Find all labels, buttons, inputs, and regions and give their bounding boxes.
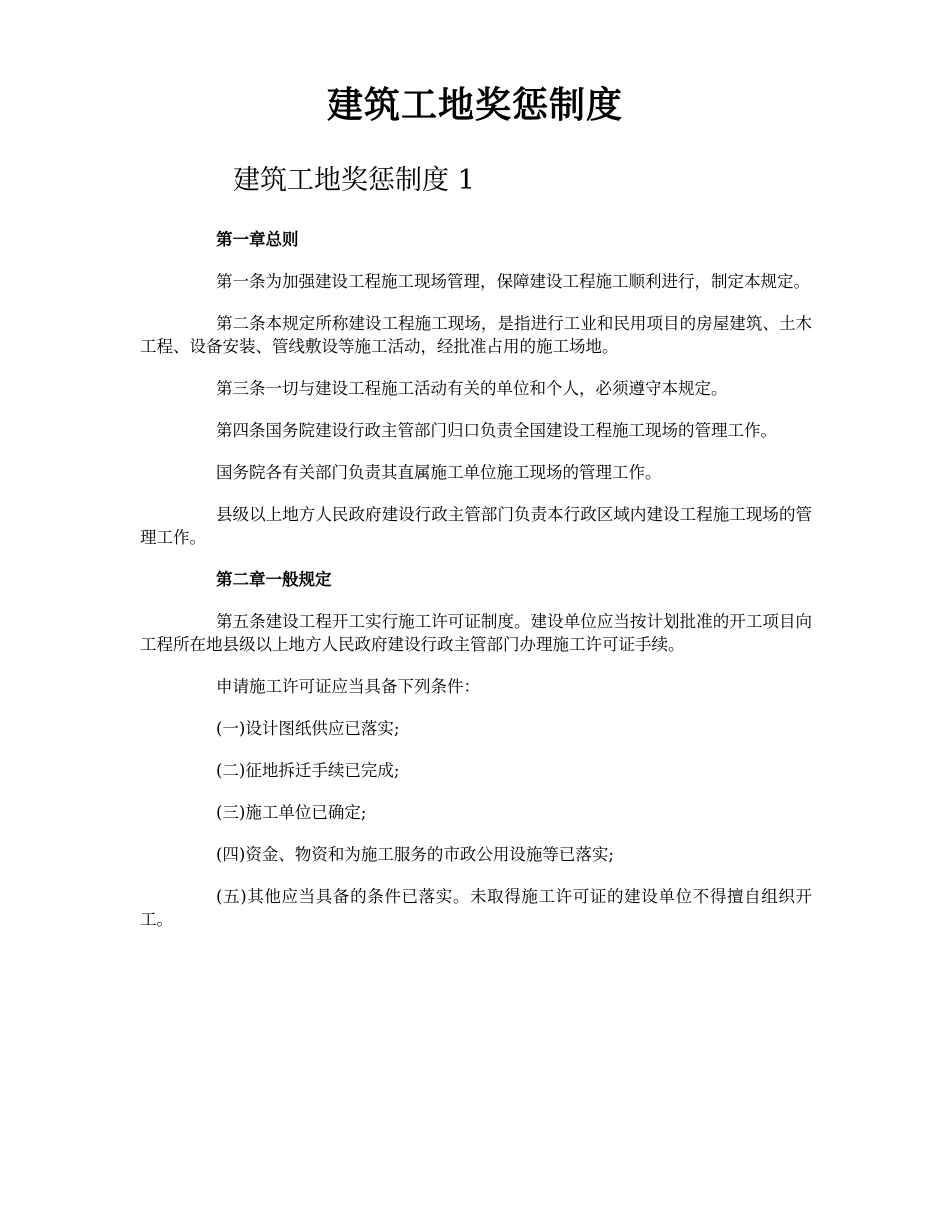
document-body — [140, 228, 812, 950]
article-paragraph: 国务院各有关部门负责其直属施工单位施工现场的管理工作。 — [216, 463, 662, 482]
article-paragraph: 第一条为加强建设工程施工现场管理，保障建设工程施工顺利进行，制定本规定。 — [216, 272, 810, 291]
article-paragraph: 第五条建设工程开工实行施工许可证制度。建设单位应当按计划批准的开工项目向工程所在地县级以上地方人民政府建设行政主管部门办理施工许可证手续。 — [140, 612, 812, 654]
article-paragraph: 第二条本规定所称建设工程施工现场，是指进行工业和民用项目的房屋建筑、土木工程、设备安装、管线敷设等施工活动，经批准占用的施工场地。 — [140, 314, 812, 356]
condition-item: (五)其他应当具备的条件已落实。未取得施工许可证的建设单位不得擅自组织开工。 — [140, 887, 812, 929]
condition-item: (二)征地拆迁手续已完成; — [216, 761, 400, 780]
section-heading: 建筑工地奖惩制度 1 — [233, 165, 475, 196]
chapter-heading-general-rules: 第二章一般规定 — [216, 570, 332, 589]
document-title: 建筑工地奖惩制度 — [326, 84, 623, 126]
chapter-heading-general: 第一章总则 — [216, 230, 299, 249]
article-paragraph: 县级以上地方人民政府建设行政主管部门负责本行政区域内建设工程施工现场的管理工作。 — [140, 505, 812, 547]
article-paragraph: 第四条国务院建设行政主管部门归口负责全国建设工程施工现场的管理工作。 — [216, 421, 777, 440]
condition-item: (一)设计图纸供应已落实; — [216, 719, 400, 738]
condition-item: (四)资金、物资和为施工服务的市政公用设施等已落实; — [216, 845, 614, 864]
conditions-intro: 申请施工许可证应当具备下列条件： — [216, 677, 480, 696]
article-paragraph: 第三条一切与建设工程施工活动有关的单位和个人，必须遵守本规定。 — [216, 379, 728, 398]
condition-item: (三)施工单位已确定; — [216, 803, 367, 822]
